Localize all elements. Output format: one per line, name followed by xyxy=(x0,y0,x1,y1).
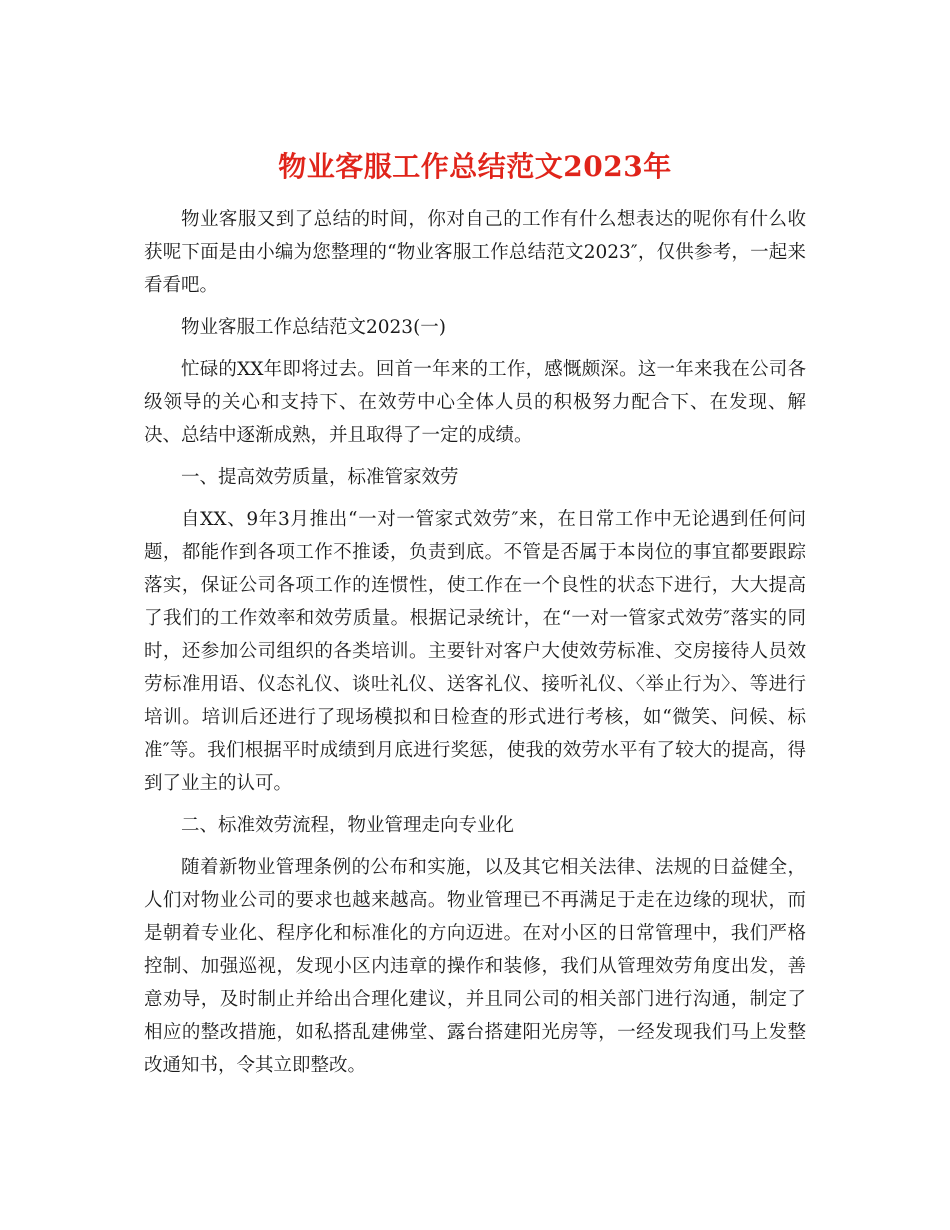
heading-two: 二、标准效劳流程，物业管理走向专业化 xyxy=(181,815,515,836)
section-two-paragraph: 随着新物业管理条例的公布和实施，以及其它相关法律、法规的日益健全，人们对物业公司的要求也越来越高。物业管理已不再满足于走在边缘的现状，而是朝着专业化、程序化和标准化的方向迈进。在对小区的日常管理中，我们严格控制、加强巡视，发现小区内违章的操作和装修，我们从管理效劳角度出发，善意劝导，及时制止并给出合理化建议，并且同公司的相关部门进行沟通，制定了相应的整改措施，如私搭乱建佛堂、露台搭建阳光房等，一经发现我们马上发整改通知书，令其立即整改。 xyxy=(144,857,806,1076)
intro-paragraph: 物业客服又到了总结的时间，你对自己的工作有什么想表达的呢你有什么收获呢下面是由小编为您整理的“物业客服工作总结范文2023″，仅供参考，一起来看看吧。 xyxy=(144,209,806,296)
section-subtitle: 物业客服工作总结范文2023(一) xyxy=(181,317,447,338)
section-one-paragraph: 自XX、9年3月推出“一对一管家式效劳″来，在日常工作中无论遇到任何问题，都能作到各项工作不推诿，负责到底。不管是否属于本岗位的事宜都要跟踪落实，保证公司各项工作的连惯性，使工作在一个良性的状态下进行，大大提高了我们的工作效率和效劳质量。根据记录统计，在“一对一管家式效劳″落实的同时，还参加公司组织的各类培训。主要针对客户大使效劳标准、交房接待人员效劳标准用语、仪态礼仪、谈吐礼仪、送客礼仪、接听礼仪、〈举止行为〉、等进行培训。培训后还进行了现场模拟和日检查的形式进行考核，如“微笑、问候、标准″等。我们根据平时成绩到月底进行奖惩，使我的效劳水平有了较大的提高，得到了业主的认可。 xyxy=(144,509,806,794)
document-title: 物业客服工作总结范文2023年 xyxy=(278,149,672,183)
opening-paragraph: 忙碌的XX年即将过去。回首一年来的工作，感慨颇深。这一年来我在公司各级领导的关心和支持下、在效劳中心全体人员的积极努力配合下、在发现、解决、总结中逐渐成熟，并且取得了一定的成绩。 xyxy=(144,359,806,446)
heading-one: 一、提高效劳质量，标准管家效劳 xyxy=(181,467,459,488)
document-body xyxy=(144,203,806,1091)
